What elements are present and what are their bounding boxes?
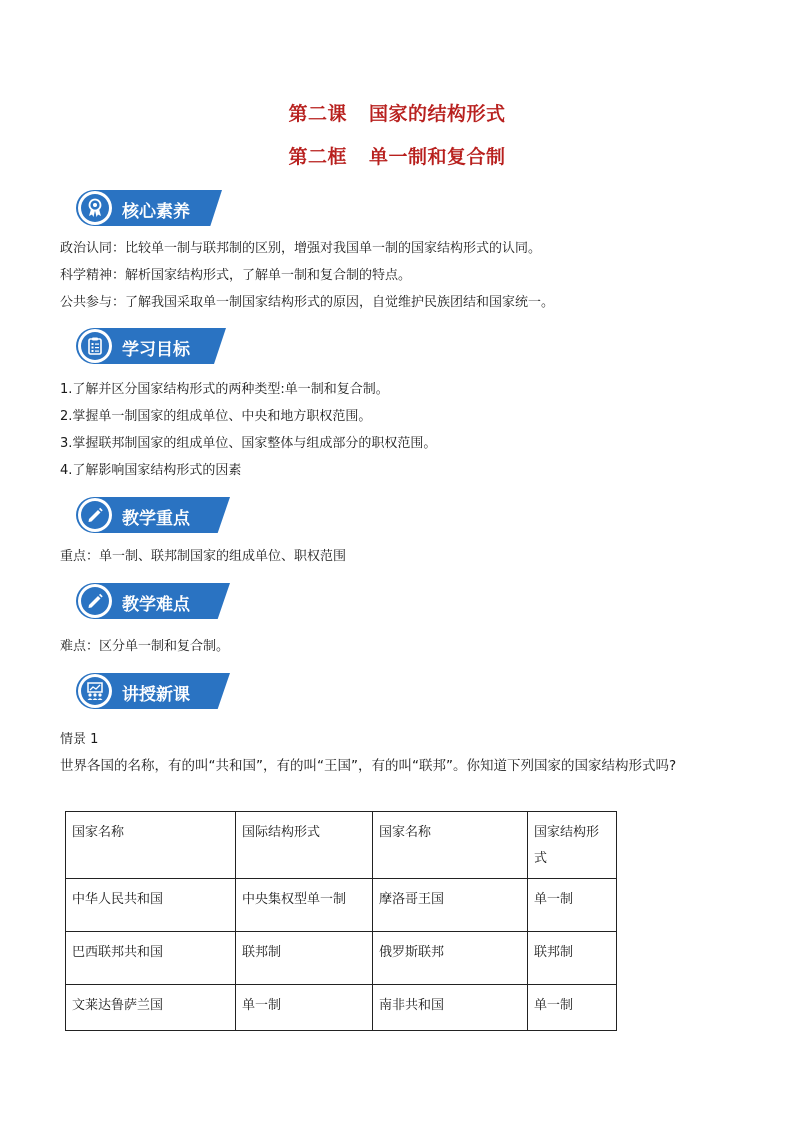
presentation-audience-icon — [85, 681, 105, 701]
table-cell: 南非共和国 — [373, 985, 528, 1031]
table-header-row — [66, 812, 617, 879]
goal-item-2: 2.掌握单一制国家的组成单位、中央和地方职权范围。 — [60, 409, 372, 424]
table-cell: 联邦制 — [528, 932, 617, 985]
table-header-cell: 国家名称 — [66, 812, 236, 879]
table-header-cell: 国际结构形式 — [236, 812, 373, 879]
banner-core-literacy — [76, 189, 222, 227]
lesson-title — [0, 99, 794, 126]
frame-title — [0, 142, 794, 169]
frame-number: 第二框 — [288, 146, 347, 168]
pencil-edit-icon — [86, 592, 104, 610]
table-cell: 单一制 — [236, 985, 373, 1031]
lesson-number: 第二课 — [288, 103, 347, 125]
banner-learning-goals — [76, 327, 226, 365]
table-row — [66, 932, 617, 985]
banner-difficulty-label: 教学难点 — [122, 595, 190, 615]
table-cell: 文莱达鲁萨兰国 — [66, 985, 236, 1031]
table-cell: 摩洛哥王国 — [373, 879, 528, 932]
table-header-cell: 国家结构形式 — [528, 812, 617, 879]
table-header-cell: 国家名称 — [373, 812, 528, 879]
clipboard-checklist-icon — [86, 336, 104, 356]
core-item-3: 公共参与：了解我国采取单一制国家结构形式的原因，自觉维护民族团结和国家统一。 — [60, 295, 555, 310]
table-row — [66, 879, 617, 932]
goal-item-4: 4.了解影响国家结构形式的因素 — [60, 463, 242, 478]
banner-new-lesson — [76, 672, 230, 710]
lesson-name: 国家的结构形式 — [369, 103, 506, 125]
pencil-edit-icon — [86, 506, 104, 524]
table-cell: 联邦制 — [236, 932, 373, 985]
banner-key-label: 教学重点 — [122, 509, 190, 529]
scene-label: 情景 1 — [60, 732, 99, 747]
banner-goals-label: 学习目标 — [122, 340, 190, 360]
table-cell: 中华人民共和国 — [66, 879, 236, 932]
key-point-text: 重点：单一制、联邦制国家的组成单位、职权范围 — [60, 549, 347, 564]
table-cell: 中央集权型单一制 — [236, 879, 373, 932]
banner-core-label: 核心素养 — [122, 202, 190, 222]
core-item-1: 政治认同：比较单一制与联邦制的区别，增强对我国单一制的国家结构形式的认同。 — [60, 241, 542, 256]
award-ribbon-icon — [86, 198, 104, 218]
frame-name: 单一制和复合制 — [369, 146, 506, 168]
core-item-2: 科学精神：解析国家结构形式，了解单一制和复合制的特点。 — [60, 268, 412, 283]
scene-intro: 世界各国的名称，有的叫“共和国”，有的叫“王国”，有的叫“联邦”。你知道下列国家的国家结构形式吗? — [60, 758, 677, 774]
goal-item-1: 1.了解并区分国家结构形式的两种类型:单一制和复合制。 — [60, 382, 389, 397]
table-cell: 巴西联邦共和国 — [66, 932, 236, 985]
table-cell: 俄罗斯联邦 — [373, 932, 528, 985]
banner-teaching-key — [76, 496, 230, 534]
table-cell: 单一制 — [528, 985, 617, 1031]
country-structure-table — [65, 811, 617, 1031]
table-cell: 单一制 — [528, 879, 617, 932]
goal-item-3: 3.掌握联邦制国家的组成单位、国家整体与组成部分的职权范围。 — [60, 436, 437, 451]
banner-teaching-difficulty — [76, 582, 230, 620]
difficulty-text: 难点：区分单一制和复合制。 — [60, 639, 230, 654]
banner-teach-label: 讲授新课 — [122, 685, 190, 705]
table-row — [66, 985, 617, 1031]
